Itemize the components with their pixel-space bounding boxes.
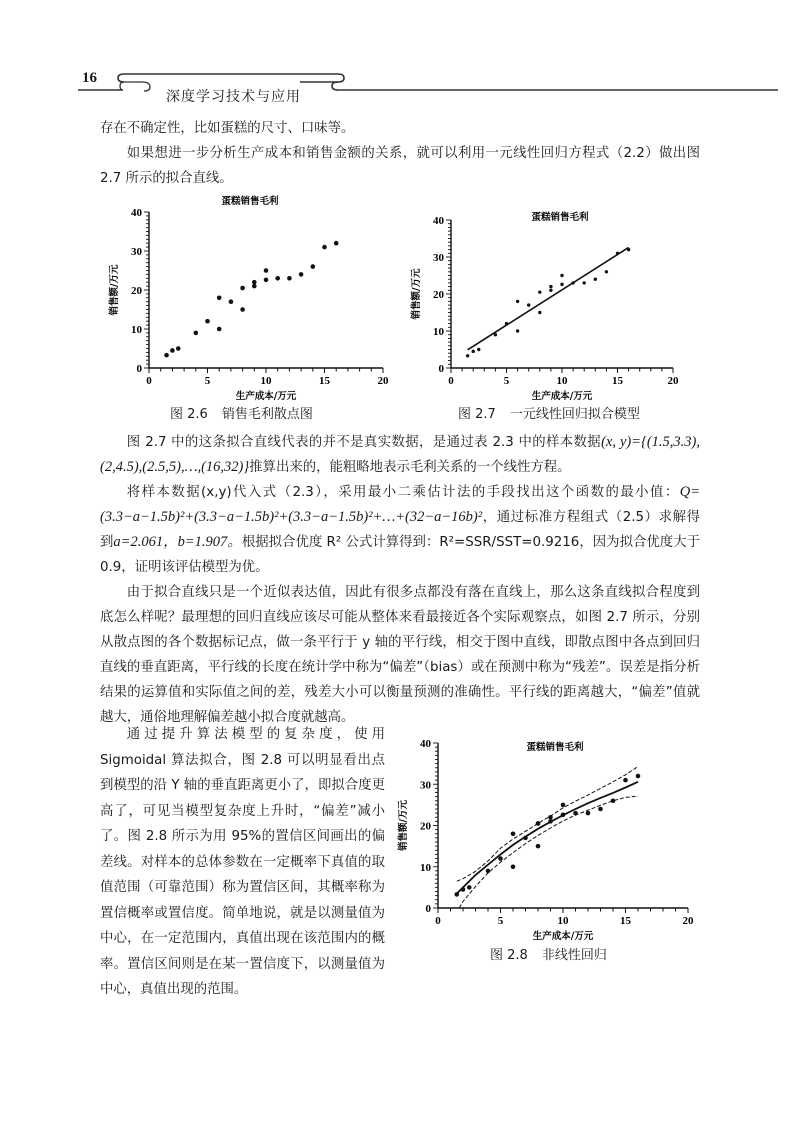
data-point — [560, 283, 563, 286]
figure-2-8-nonlinear-fit-chart — [395, 730, 705, 942]
data-point — [561, 803, 566, 808]
figure-2-6-scatter-chart — [100, 190, 400, 402]
data-point — [240, 286, 245, 291]
figure-2-7-linear-fit-chart — [400, 190, 700, 402]
data-point — [516, 329, 519, 332]
data-point — [334, 241, 339, 246]
y-axis-label: 销售额/万元 — [411, 268, 422, 320]
paragraph-5-text: 由于拟合直线只是一个近似表达值，因此有很多点都没有落在直线上，那么这条直线拟合程度到底怎么样呢？最理想的回归直线应该尽可能从整体来看最接近各个实际观察点，如图 2.7 所示，分别从散点图的各个数据标记点，做一条平行于 y 轴的平行线，相交于图中直线，即散点图中各点到回归直线的垂直距离，平行线的长度在统计学中称为“偏差”（bias）或在预测中称为“残差”。误差是指分析结果的运算值和实际值之间的差，残差大小可以衡量预测的准确性。平行线的距离越大，“偏差”值就越大，通俗地理解偏差越小拟合度就越高。 — [100, 585, 700, 725]
y-tick-label: 40 — [420, 738, 431, 750]
data-point — [176, 346, 181, 351]
y-tick-label: 20 — [433, 289, 444, 301]
x-tick-label: 15 — [612, 375, 623, 387]
data-point — [611, 798, 616, 803]
regression-line — [468, 247, 629, 349]
data-point — [252, 280, 257, 285]
data-point — [486, 869, 491, 874]
data-point — [466, 354, 469, 357]
y-tick-label: 20 — [420, 820, 431, 833]
data-point — [549, 285, 552, 288]
y-tick-label: 10 — [420, 861, 431, 874]
y-tick-label: 30 — [420, 779, 431, 792]
y-tick-label: 30 — [131, 246, 142, 258]
paragraph-6-text: 通过提升算法模型的复杂度，使用 Sigmoidal 算法拟合，图 2.8 可以明显看出点到模型的沿 Y 轴的垂直距离更小了，即拟合度更高了，可见当模型复杂度上升时，“偏差”减小了。图 2.8 所示为用 95%的置信区间画出的偏差线。对样本的总体参数在一定概率下真值的取值范围（可靠范围）称为置信区间，其概率称为置信概率或置信度。简单地说，就是以测量值为中心，在一定范围内，真值出现在该范围内的概率。置信区间则是在某一置信度下，以测量值为中心，真值出现的范围。 — [100, 727, 385, 997]
paragraph-1-text: 存在不确定性，比如蛋糕的尺寸、口味等。 — [100, 121, 355, 136]
x-tick-label: 20 — [682, 915, 694, 927]
data-point — [636, 774, 641, 779]
y-tick-label: 20 — [131, 285, 142, 297]
data-point — [536, 821, 541, 826]
paragraph-3-text: 图 2.7 中的这条拟合直线代表的并不是真实数据，是通过表 2.3 中的样本数据(x, y)={(1.5,3.3),(2,4.5),(2.5,5),…,(16,32)}推算出来的，能粗略地表示毛利关系的一个线性方程。 — [100, 434, 700, 475]
data-point — [322, 245, 327, 250]
paragraph-3 — [100, 430, 700, 730]
data-point — [472, 350, 475, 353]
chart-title: 蛋糕销售毛利 — [526, 742, 584, 753]
x-tick-label: 20 — [667, 375, 679, 387]
data-point — [498, 856, 503, 861]
running-header-decoration — [0, 0, 793, 110]
data-point — [311, 264, 316, 269]
data-point — [523, 836, 528, 841]
paragraph-1 — [100, 116, 700, 191]
data-point — [511, 831, 516, 836]
data-point — [561, 812, 566, 817]
data-point — [299, 272, 304, 277]
data-point — [511, 864, 516, 869]
data-point — [560, 274, 563, 277]
x-tick-label: 15 — [620, 915, 631, 927]
data-point — [170, 348, 175, 353]
x-tick-label: 5 — [497, 915, 504, 927]
data-point — [548, 819, 553, 824]
x-tick-label: 0 — [435, 915, 441, 927]
figure-2-6-caption — [170, 403, 313, 422]
data-point — [573, 811, 578, 816]
x-tick-label: 20 — [377, 375, 389, 387]
data-point — [594, 278, 597, 281]
data-point — [583, 281, 586, 284]
data-point — [605, 270, 608, 273]
page-number: 16 — [82, 70, 97, 86]
y-tick-label: 0 — [425, 903, 431, 915]
data-point — [275, 276, 280, 281]
data-point — [549, 289, 552, 292]
y-tick-label: 40 — [131, 207, 142, 219]
x-tick-label: 0 — [448, 375, 454, 387]
data-point — [217, 327, 222, 332]
data-point — [240, 307, 245, 312]
data-point — [194, 331, 199, 336]
paragraph-4-text: 将样本数据(x,y)代入式（2.3），采用最小二乘估计法的手段找出这个函数的最小值：Q=(3.3−a−1.5b)²+(3.3−a−1.5b)²+(3.3−a−1.5b)²+…+(32−a−16b)²，通过标准方程组式（2.5）求解得到a=2.061，b=1.907。根据拟合优度 R² 公式计算得到：R²=SSR/SST=0.9216，因为拟合优度大于 0.9，证明该评估模型为优。 — [100, 484, 701, 575]
data-point — [477, 348, 480, 351]
data-point — [205, 319, 210, 324]
data-point — [571, 281, 574, 284]
data-point — [494, 333, 497, 336]
x-tick-label: 10 — [557, 915, 569, 927]
figure-number: 图 2.6 — [170, 407, 208, 422]
data-point — [454, 892, 459, 897]
data-point — [516, 300, 519, 303]
y-tick-label: 10 — [433, 326, 444, 338]
x-axis-label: 生产成本/万元 — [235, 391, 297, 402]
chart-title: 蛋糕销售毛利 — [531, 212, 589, 223]
data-point — [467, 885, 472, 890]
data-point — [627, 248, 630, 251]
x-tick-label: 0 — [146, 375, 152, 387]
figure-caption-text: 非线性回归 — [541, 948, 607, 963]
y-tick-label: 10 — [131, 324, 142, 336]
data-point — [536, 844, 541, 849]
y-axis-label: 销售额/万元 — [398, 800, 409, 851]
figure-2-8-caption — [490, 944, 607, 963]
data-point — [598, 807, 603, 812]
y-tick-label: 0 — [136, 363, 142, 375]
running-header-title: 深度学习技术与应用 — [166, 89, 301, 105]
data-point — [586, 811, 591, 816]
data-point — [548, 815, 553, 820]
x-tick-label: 10 — [260, 375, 272, 387]
data-point — [623, 778, 628, 783]
figure-2-7-caption — [458, 403, 640, 422]
data-point — [287, 276, 292, 281]
data-point — [505, 322, 508, 325]
x-tick-label: 5 — [204, 375, 211, 387]
figure-number: 图 2.7 — [458, 407, 496, 422]
y-tick-label: 40 — [433, 215, 444, 227]
y-tick-label: 0 — [438, 363, 444, 375]
figure-caption-text: 销售毛利散点图 — [221, 407, 313, 422]
paragraph-2-text: 如果想进一步分析生产成本和销售金额的关系，就可以利用一元线性回归方程式（2.2）做出图 2.7 所示的拟合直线。 — [100, 146, 700, 186]
x-tick-label: 10 — [556, 375, 568, 387]
paragraph-6 — [100, 722, 385, 1003]
lower-confidence-band — [459, 796, 638, 908]
data-point — [538, 290, 541, 293]
x-tick-label: 15 — [319, 375, 330, 387]
x-axis-label: 生产成本/万元 — [531, 391, 593, 402]
data-point — [164, 353, 169, 358]
data-point — [264, 268, 269, 273]
data-point — [527, 303, 530, 306]
data-point — [264, 278, 269, 283]
y-axis-label: 销售额/万元 — [109, 264, 120, 316]
figure-caption-text: 一元线性回归拟合模型 — [509, 407, 640, 422]
data-point — [461, 887, 466, 892]
data-point — [217, 296, 222, 301]
chart-title: 蛋糕销售毛利 — [221, 196, 279, 207]
y-tick-label: 30 — [433, 252, 444, 264]
figure-number: 图 2.8 — [490, 948, 528, 963]
data-point — [229, 299, 234, 304]
data-point — [616, 252, 619, 255]
x-tick-label: 5 — [503, 375, 510, 387]
x-axis-label: 生产成本/万元 — [532, 931, 594, 942]
data-point — [538, 311, 541, 314]
